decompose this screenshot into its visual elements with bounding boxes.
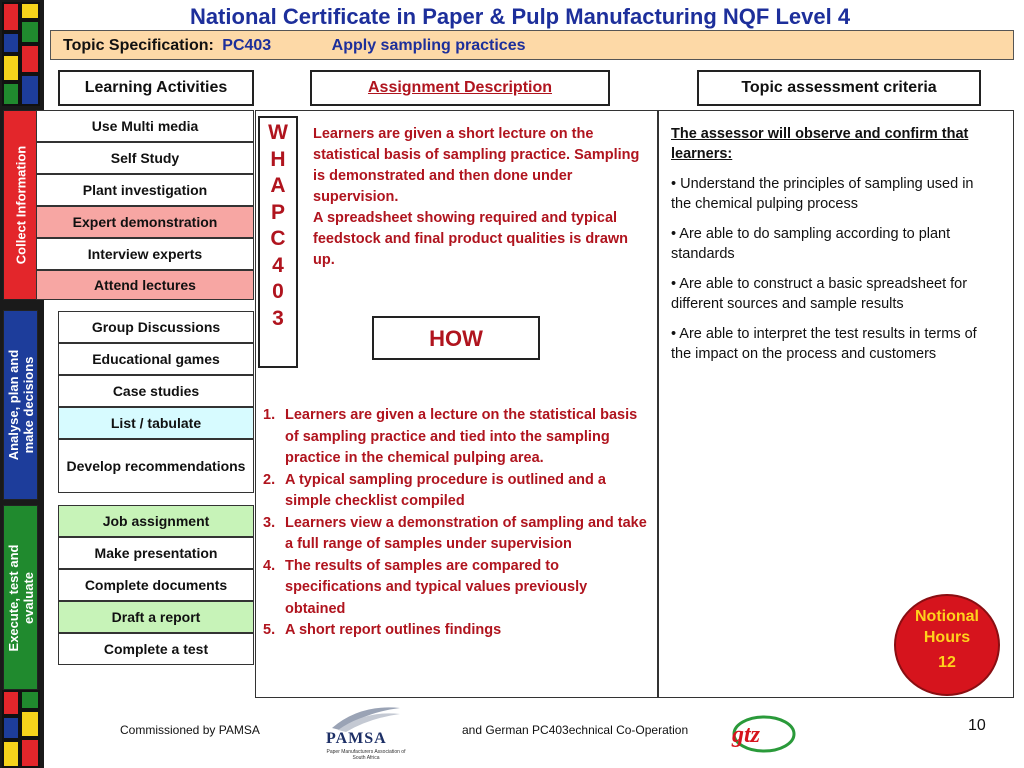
step-number: 3. bbox=[263, 514, 276, 531]
topic-label: Topic Specification: bbox=[63, 37, 214, 54]
activity-use-multi-media: Use Multi media bbox=[36, 110, 254, 142]
list-item bbox=[263, 405, 648, 470]
step-number: 4. bbox=[263, 557, 276, 574]
activity-attend-lectures: Attend lectures bbox=[36, 270, 254, 300]
what-letter: 0 bbox=[272, 280, 284, 303]
topic-specification-bar bbox=[50, 30, 1014, 60]
what-letter: W bbox=[268, 121, 288, 144]
execute-line-2: evaluate bbox=[20, 571, 36, 624]
criteria-point: • Are able to interpret the test results in terms of the impact on the process and customers bbox=[671, 326, 977, 362]
what-letter: H bbox=[270, 147, 286, 171]
pamsa-logo bbox=[320, 700, 412, 764]
topic-assessment-criteria-header: Topic assessment criteria bbox=[697, 70, 981, 106]
what-letter: C bbox=[270, 227, 286, 250]
pamsa-swoosh-icon bbox=[330, 700, 402, 732]
assignment-description-header[interactable]: Assignment Description bbox=[310, 70, 610, 106]
step-text: A typical sampling procedure is outlined and a simple checklist compiled bbox=[285, 471, 606, 509]
step-number: 2. bbox=[263, 471, 276, 488]
activity-complete-a-test: Complete a test bbox=[58, 633, 254, 665]
german-cooperation-text: and German PC403echnical Co-Operation bbox=[462, 723, 689, 737]
step-number: 1. bbox=[263, 407, 276, 423]
execute-test-label bbox=[3, 505, 38, 690]
activity-case-studies: Case studies bbox=[58, 375, 254, 407]
activity-job-assignment: Job assignment bbox=[58, 505, 254, 537]
what-letter: 3 bbox=[272, 306, 284, 330]
step-text: The results of samples are compared to specifications and typical values previously obtained bbox=[285, 557, 588, 617]
gtz-logo bbox=[728, 712, 798, 756]
activity-develop-recommendations: Develop recommendations bbox=[58, 439, 254, 493]
step-text: A short report outlines findings bbox=[285, 622, 502, 638]
activity-group-discussions: Group Discussions bbox=[58, 311, 254, 343]
what-letter: A bbox=[270, 174, 286, 197]
pamsa-subtitle: Paper Manufacturers Association of South Africa bbox=[326, 749, 406, 761]
how-steps-list bbox=[263, 405, 648, 642]
pamsa-wordmark: PAMSA bbox=[326, 730, 387, 747]
what-letter: P bbox=[270, 200, 285, 224]
assignment-description-text bbox=[313, 124, 643, 271]
activity-list-tabulate: List / tabulate bbox=[58, 407, 254, 439]
topic-code: PC403 bbox=[222, 37, 272, 54]
notional-label-line-1: Notional bbox=[915, 608, 979, 625]
topic-title: Apply sampling practices bbox=[331, 37, 526, 54]
execute-line-1: Execute, test and bbox=[5, 544, 21, 651]
notional-hours-badge bbox=[894, 594, 1000, 696]
activity-complete-documents: Complete documents bbox=[58, 569, 254, 601]
description-paragraph-2: A spreadsheet showing required and typical feedstock and final product qualities is drawn up. bbox=[313, 210, 629, 268]
page-number: 10 bbox=[968, 717, 986, 734]
activity-draft-a-report: Draft a report bbox=[58, 601, 254, 633]
criteria-point: • Understand the principles of sampling used in the chemical pulping process bbox=[671, 176, 974, 212]
activity-expert-demonstration: Expert demonstration bbox=[36, 206, 254, 238]
step-number: 5. bbox=[263, 622, 276, 638]
learning-activities-header: Learning Activities bbox=[58, 70, 254, 106]
notional-label-line-2: Hours bbox=[923, 629, 971, 646]
list-item bbox=[263, 513, 648, 556]
list-item bbox=[263, 470, 648, 513]
execute-test-text bbox=[6, 544, 36, 651]
list-item bbox=[263, 556, 648, 621]
commissioned-by-text: Commissioned by PAMSA bbox=[120, 723, 260, 737]
step-text: Learners view a demonstration of sampling and take a full range of samples under supervision bbox=[285, 514, 647, 552]
collect-information-text: Collect Information bbox=[13, 145, 28, 265]
analyse-plan-label bbox=[3, 310, 38, 500]
gtz-wordmark: gtz bbox=[732, 722, 761, 748]
activity-interview-experts: Interview experts bbox=[36, 238, 254, 270]
criteria-point: • Are able to do sampling according to plant standards bbox=[671, 226, 951, 262]
what-letter: 4 bbox=[272, 253, 284, 277]
description-paragraph-1: Learners are given a short lecture on the statistical basis of sampling practice. Sampling is demonstrated and then done under supervision. bbox=[313, 126, 640, 205]
how-label-box: HOW bbox=[372, 316, 540, 360]
what-code-box bbox=[258, 116, 298, 368]
analyse-line-1: Analyse, plan and bbox=[5, 349, 21, 461]
analyse-plan-text bbox=[6, 350, 36, 461]
activity-plant-investigation: Plant investigation bbox=[36, 174, 254, 206]
analyse-line-2: make decisions bbox=[20, 356, 36, 454]
assessment-criteria-text bbox=[671, 124, 996, 374]
notional-hours-value: 12 bbox=[938, 654, 956, 671]
step-text: Learners are given a lecture on the statistical basis of sampling practice and tied into the sampling practice in the chemical pulping area. bbox=[285, 407, 638, 466]
criteria-heading: The assessor will observe and confirm that learners: bbox=[671, 126, 969, 162]
collect-information-label bbox=[3, 110, 38, 300]
criteria-point: • Are able to construct a basic spreadsheet for different sources and sample results bbox=[671, 276, 968, 312]
page-title: National Certificate in Paper & Pulp Manufacturing NQF Level 4 bbox=[189, 4, 851, 29]
activity-educational-games: Educational games bbox=[58, 343, 254, 375]
activity-self-study: Self Study bbox=[36, 142, 254, 174]
list-item bbox=[263, 620, 648, 642]
activity-make-presentation: Make presentation bbox=[58, 537, 254, 569]
